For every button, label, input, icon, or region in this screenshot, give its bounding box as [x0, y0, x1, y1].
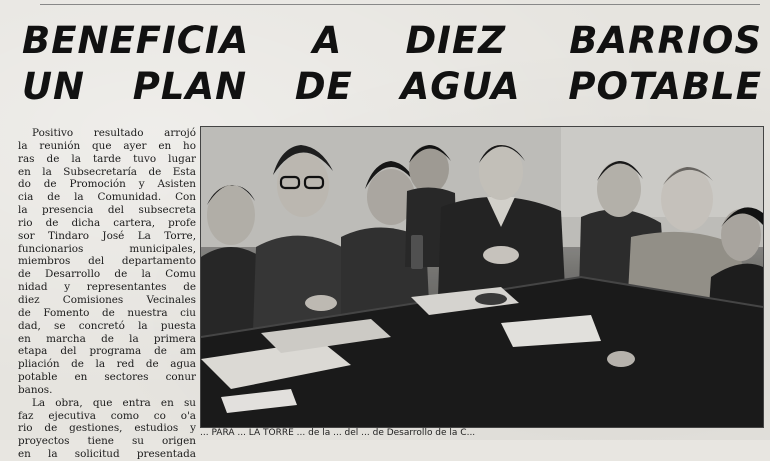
- article-line: dad, se concretó la puesta: [18, 319, 196, 332]
- article-line: rio de dicha cartera, profe: [18, 216, 196, 229]
- article-body: [18, 127, 196, 461]
- article-line: la reunión que ayer en ho: [18, 139, 196, 152]
- article-line: faz ejecutiva como co o'a: [18, 409, 196, 422]
- article-line: rio de gestiones, estudios y: [18, 422, 196, 435]
- article-line: pliación de la red de agua: [18, 358, 196, 371]
- headline: [22, 18, 762, 110]
- meeting-photo: [200, 126, 764, 428]
- article-line: Positivo resultado arrojó: [32, 127, 196, 139]
- article-line: banos.: [18, 383, 53, 396]
- article-line: La obra, que entra en su: [32, 396, 196, 409]
- headline-line-2: UN PLAN DE AGUA POTABLE: [22, 65, 762, 108]
- article-line: etapa del programa de am: [18, 345, 196, 358]
- meeting-photo-illustration: [201, 127, 763, 427]
- article-line: en la Subsecretaría de Esta: [18, 165, 196, 178]
- article-line: proyectos tiene su origen: [18, 435, 196, 448]
- article-line: en marcha de la primera: [18, 332, 196, 345]
- article-line: do de Promoción y Asisten: [18, 178, 196, 191]
- article-line: funcionarios municipales,: [18, 242, 196, 255]
- article-line: de Fomento de nuestra ciu: [18, 306, 196, 319]
- article-line: la presencia del subsecreta: [18, 204, 196, 217]
- article-line: diez Comisiones Vecinales: [18, 293, 196, 306]
- headline-line-1: BENEFICIA A DIEZ BARRIOS: [22, 19, 762, 62]
- article-line: sor Tindaro José La Torre,: [18, 229, 196, 242]
- article-line: cia de la Comunidad. Con: [18, 191, 196, 204]
- article-line: de Desarrollo de la Comu: [18, 268, 196, 281]
- article-line: en la solicitud presentada: [18, 448, 196, 461]
- article-line: nidad y representantes de: [18, 281, 196, 294]
- article-line: ras de la tarde tuvo lugar: [18, 152, 196, 165]
- top-rule: [40, 0, 760, 5]
- article-line: miembros del departamento: [18, 255, 196, 268]
- photo-caption: ... PARA ... LA TORRE ... de la ... del ... de Desarrollo de la C...: [200, 428, 476, 438]
- article-line: potable en sectores conur: [18, 371, 196, 384]
